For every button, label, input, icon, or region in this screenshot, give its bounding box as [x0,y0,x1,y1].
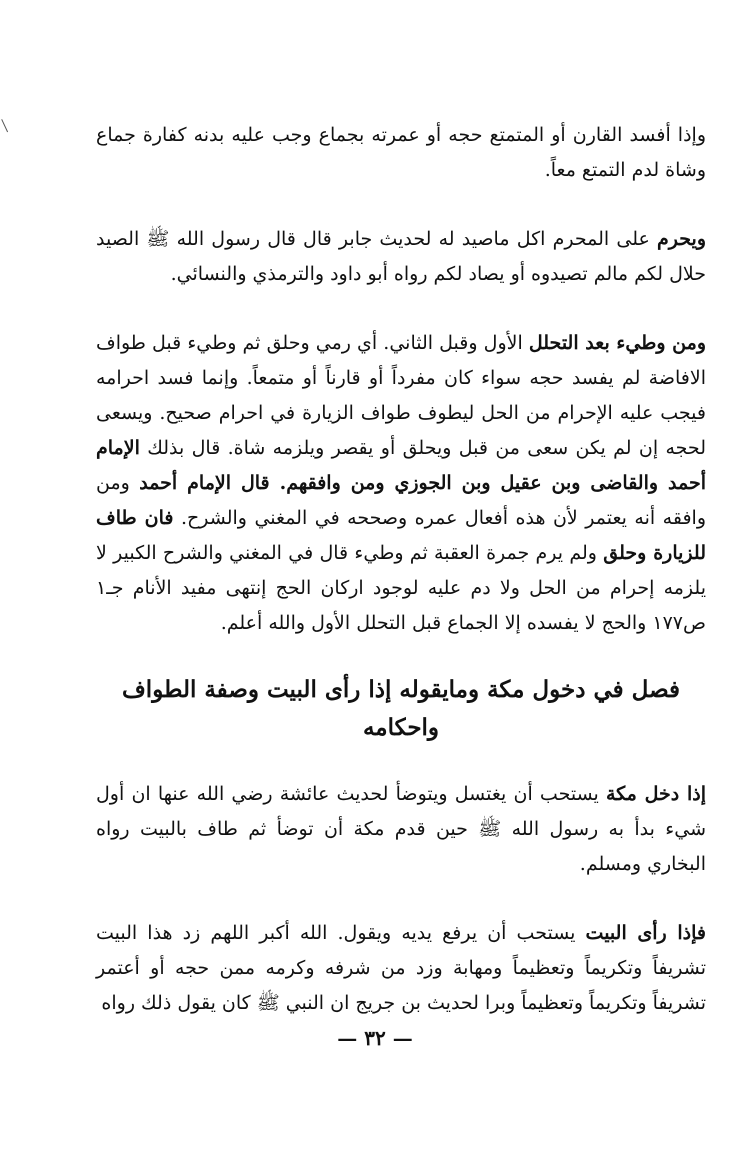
page-edge-mark [1,118,11,132]
paragraph-text: الأول وقبل الثاني. أي رمي وحلق ثم وطيء قبل طواف الافاضة لم يفسد حجه سواء كان مفرداً أو قارناً أو متمعاً. وإنما فسد احرامه فيجب عليه الإحرام من الحل ليطوف طواف الزيارة في احرام صحيح. ويسعى لحجه إن لم يكن سعى من قبل ويحلق أو يقصر ويلزمه شاة. قال بذلك [96,332,706,459]
bold-lead: ويحرم [657,228,706,250]
bold-lead: فإذا رأى البيت [585,922,706,944]
paragraph-text: وإذا أفسد القارن أو المتمتع حجه أو عمرته بجماع وجب عليه بدنه كفارة جماع وشاة لدم التمتع معاً. [96,124,706,181]
bold-tawaf-ziyarah: فان طاف للزيارة وحلق [96,507,706,564]
page-number: — ٣٢ — [337,1026,413,1050]
section-heading: فصل في دخول مكة ومايقوله إذا رأى البيت وصفة الطواف واحكامه [121,676,681,741]
bold-lead: إذا دخل مكة [606,783,707,805]
bold-scholars: الإمام أحمد والقاضى وبن عقيل وبن الجوزي ومن وافقهم. قال الإمام أحمد [96,437,706,494]
paragraph-corrupting-umrah [96,118,706,188]
paragraph-text: ولم يرم جمرة العقبة ثم وطيء قال في المغني والشرح الكبير لا يلزمه إحرام من الحل ولا دم عليه لوجود اركان الحج إنتهى مفيد الأنام جـ١ ص١٧٧ والحج لا يفسده إلا الجماع قبل التحلل الأول والله أعلم. [96,542,706,634]
paragraph-text: يستحب أن يرفع يديه ويقول. الله أكبر اللهم زد هذا البيت تشريفاً وتكريماً وتعظيماً ومهابة وزد من شرفه وكرمه ممن حجه أو أعتمر تشريفاً وتكريماً وتعظيماً وبرا لحديث بن جريج ان النبي ﷺ كان يقول ذلك رواه [96,922,706,1014]
paragraph-intercourse-after-tahallul [96,326,706,641]
paragraph-text: ومن وافقه أنه يعتمر لأن هذه أفعال عمره وصححه في المغني والشرح. [96,472,706,529]
page-body [96,118,706,1021]
paragraph-hunting-prohibition [96,222,706,292]
bold-lead: ومن وطيء بعد التحلل [528,332,706,354]
paragraph-seeing-kaaba [96,916,706,1021]
paragraph-entering-makkah [96,777,706,882]
paragraph-text: يستحب أن يغتسل ويتوضأ لحديث عائشة رضي الله عنها ان أول شيء بدأ به رسول الله ﷺ حين قدم مكة أن توضأ ثم طاف بالبيت رواه البخاري ومسلم. [96,783,706,875]
paragraph-text: على المحرم اكل ماصيد له لحديث جابر قال قال رسول الله ﷺ الصيد حلال لكم مالم تصيدوه أو يصاد لكم رواه أبو داود والترمذي والنسائي. [96,228,706,285]
